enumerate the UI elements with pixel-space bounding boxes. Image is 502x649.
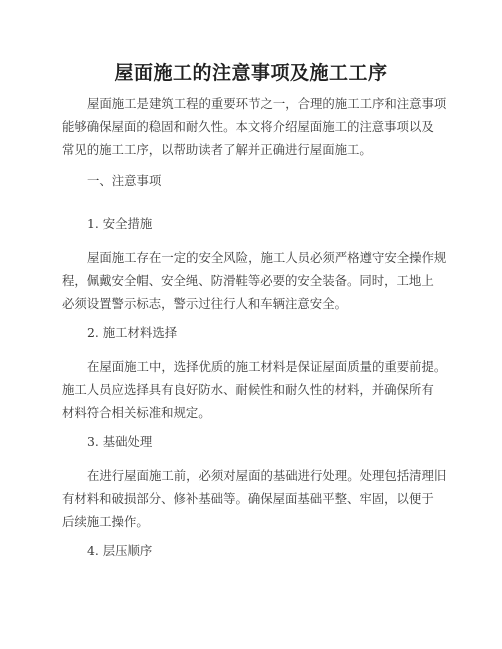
paragraph-line: 施工人员应选择具有良好防水、耐候性和耐久性的材料，并确保所有 [62,382,434,397]
paragraph-line: 屋面施工存在一定的安全风险，施工人员必须严格遵守安全操作规 [87,250,447,265]
paragraph-line: 程，佩戴安全帽、安全绳、防滑鞋等必要的安全装备。同时，工地上 [62,273,434,288]
document-title: 屋面施工的注意事项及施工工序 [114,62,388,84]
paragraph-line: 后续施工操作。 [62,514,149,529]
paragraph-line: 在进行屋面施工前，必须对屋面的基础进行处理。处理包括清理旧 [87,468,447,483]
intro-line: 能够确保屋面的稳固和耐久性。本文将介绍屋面施工的注意事项以及 [62,119,434,134]
item-paragraph-safety [62,246,447,315]
section-heading: 一、注意事项 [87,173,162,188]
paragraph-line: 在屋面施工中，选择优质的施工材料是保证屋面质量的重要前提。 [87,359,447,374]
intro-paragraph [62,92,447,161]
item-paragraph-foundation [62,464,447,533]
item-paragraph-materials [62,355,447,424]
item-heading-safety: 1. 安全措施 [87,216,153,231]
paragraph-line: 材料符合相关标准和规定。 [62,405,211,420]
item-heading-layering: 4. 层压顺序 [87,543,153,558]
item-heading-materials: 2. 施工材料选择 [87,325,178,340]
paragraph-line: 必须设置警示标志，警示过往行人和车辆注意安全。 [62,296,347,311]
paragraph-line: 有材料和破损部分、修补基础等。确保屋面基础平整、牢固，以便于 [62,491,434,506]
intro-line: 常见的施工工序，以帮助读者了解并正确进行屋面施工。 [62,142,372,157]
intro-line: 屋面施工是建筑工程的重要环节之一，合理的施工工序和注意事项 [87,96,447,111]
item-heading-foundation: 3. 基础处理 [87,434,153,449]
